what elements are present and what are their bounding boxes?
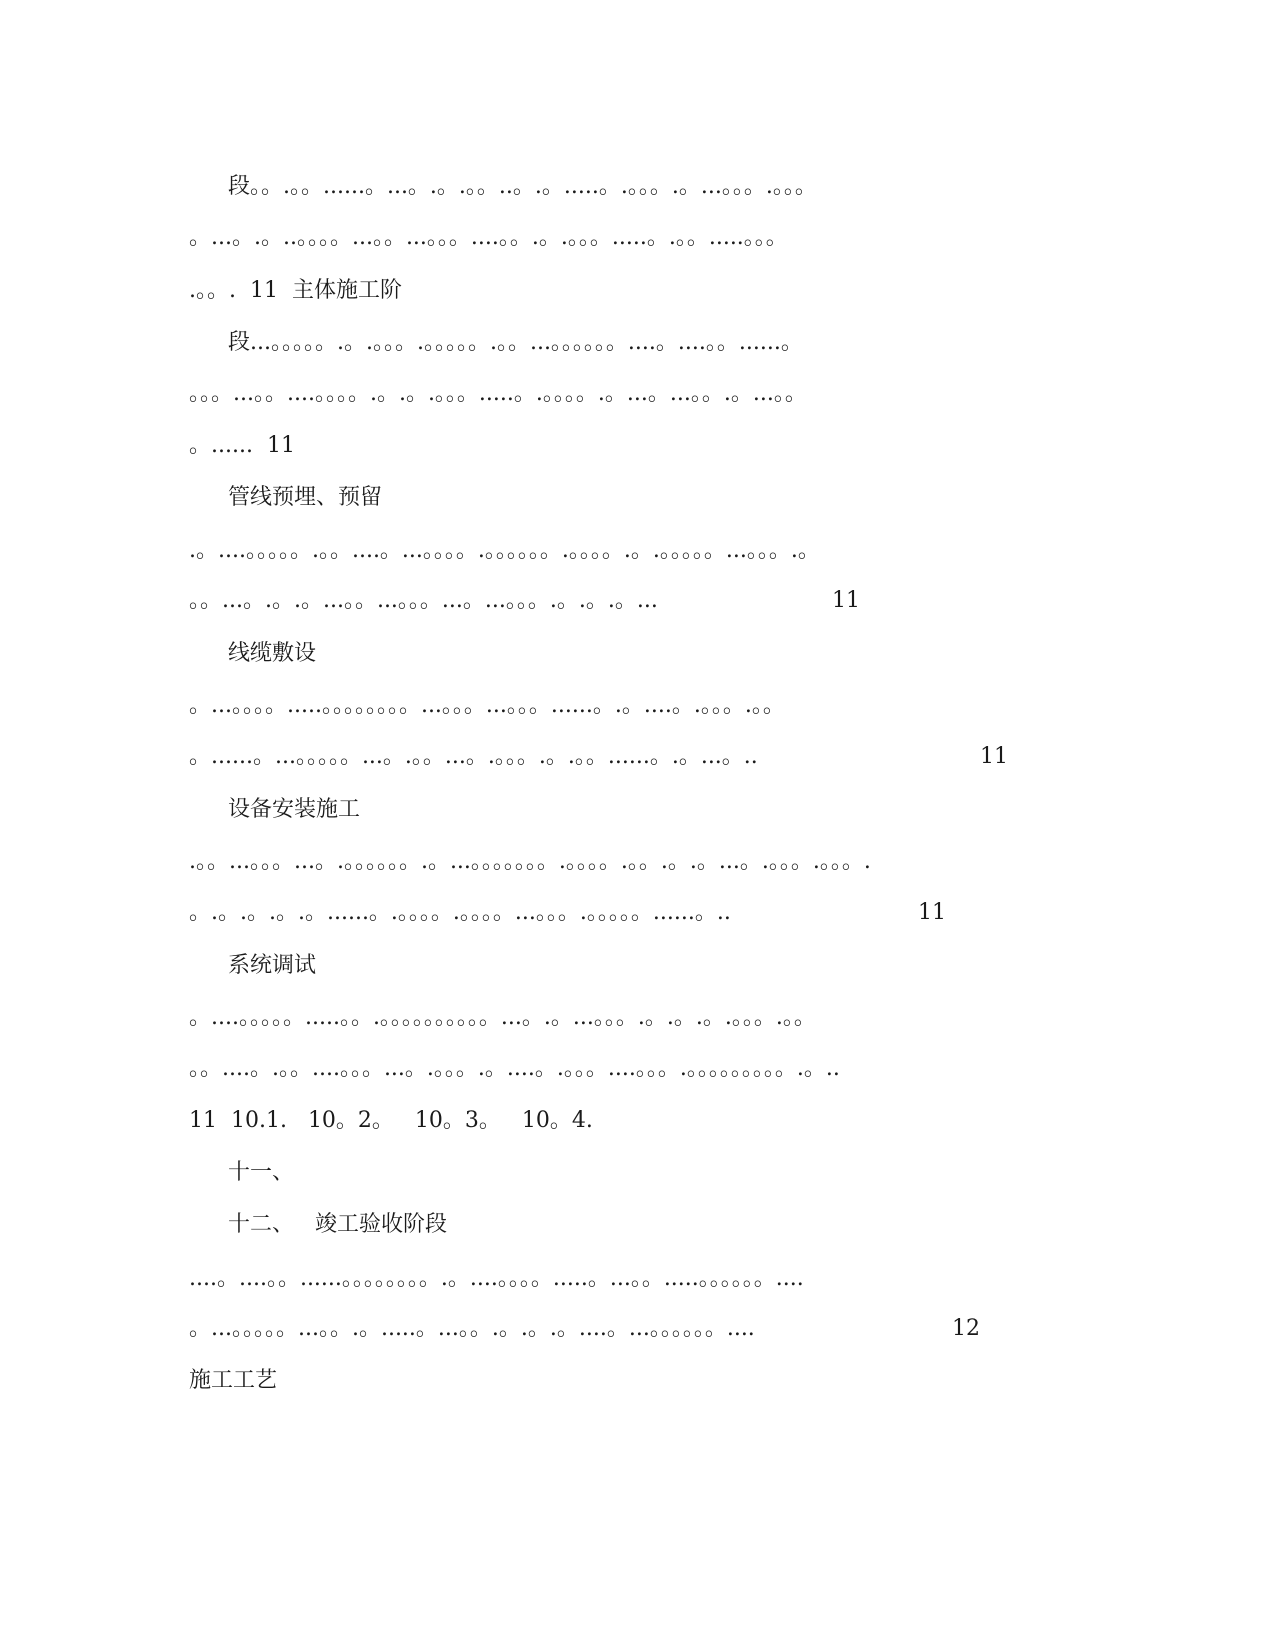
toc-page-number: 11: [832, 588, 860, 613]
toc-line-11: 。...。。。。.....。。。。。。。。...。。。...。。。......。.。....。.。。。.。。: [189, 693, 785, 718]
toc-entry-completion-acceptance: 十二、 竣工验收阶段: [228, 1212, 447, 1237]
toc-line-12: 。......。...。。。。。...。.。。...。.。。。.。.。。......。.。...。..: [189, 744, 758, 769]
toc-entry-system-debug: 系统调试: [228, 953, 317, 978]
toc-page-number: 11: [980, 744, 1008, 769]
toc-line-18: 。。....。.。。....。。。...。.。。。.。....。.。。。....。。。.。。。。。。。。。.。..: [189, 1056, 840, 1081]
toc-page-number: 。...... 11: [189, 433, 295, 458]
toc-line-4: 段...。。。。。.。.。。。.。。。。。.。。...。。。。。。....。....。。......。: [228, 330, 803, 355]
toc-entry-main-construction: .。。. 11 主体施工阶: [189, 278, 402, 303]
toc-page-number: 12: [952, 1316, 980, 1341]
toc-line-5: 。。。...。。....。。。。.。.。.。。。.....。.。。。。.。...。...。。.。...。。: [189, 381, 807, 406]
toc-entry-eleven: 十一、: [228, 1160, 295, 1185]
toc-line-1: 段。。.。。......。...。.。.。。..。.。.....。.。。。.。...。。。.。。。: [228, 174, 817, 199]
toc-line-9: 。。...。.。.。...。。...。。。...。...。。。.。.。.。...: [189, 588, 658, 613]
toc-subsection-numbers: 11 10.1. 10。2。 10。3。 10。4.: [189, 1108, 593, 1133]
toc-line-2: 。...。.。..。。。。...。。...。。。....。。.。.。。。.....。.。。.....。。。: [189, 225, 788, 250]
toc-entry-cable-laying: 线缆敷设: [228, 641, 317, 666]
section-heading-construction-process: 施工工艺: [189, 1368, 278, 1393]
toc-line-15: 。.。.。.。.。......。.。。。。.。。。。...。。。.。。。。。......。..: [189, 900, 731, 925]
toc-entry-pipe-embedding: 管线预埋、预留: [228, 485, 383, 510]
toc-line-22: ....。....。。......。。。。。。。。.。....。。。。.....。...。。.....。。。。。。....: [189, 1266, 804, 1291]
toc-line-8: .。....。。。。。.。。....。...。。。。.。。。。。。.。。。。.。.。。。。。...。。。.。: [189, 538, 820, 563]
toc-line-17: 。....。。。。。.....。。.。。。。。。。。。。...。.。...。。。.。.。.。.。。。.。。: [189, 1005, 816, 1030]
toc-line-23: 。...。。。。。...。。.。.....。...。。.。.。.。....。...。。。。。。....: [189, 1316, 755, 1341]
toc-entry-equipment-install: 设备安装施工: [228, 797, 361, 822]
toc-line-14: .。。...。。。...。.。。。。。。.。...。。。。。。。.。。。。.。。.。.。...。.。。。.。。。.: [189, 849, 871, 874]
toc-page-number: 11: [918, 900, 946, 925]
